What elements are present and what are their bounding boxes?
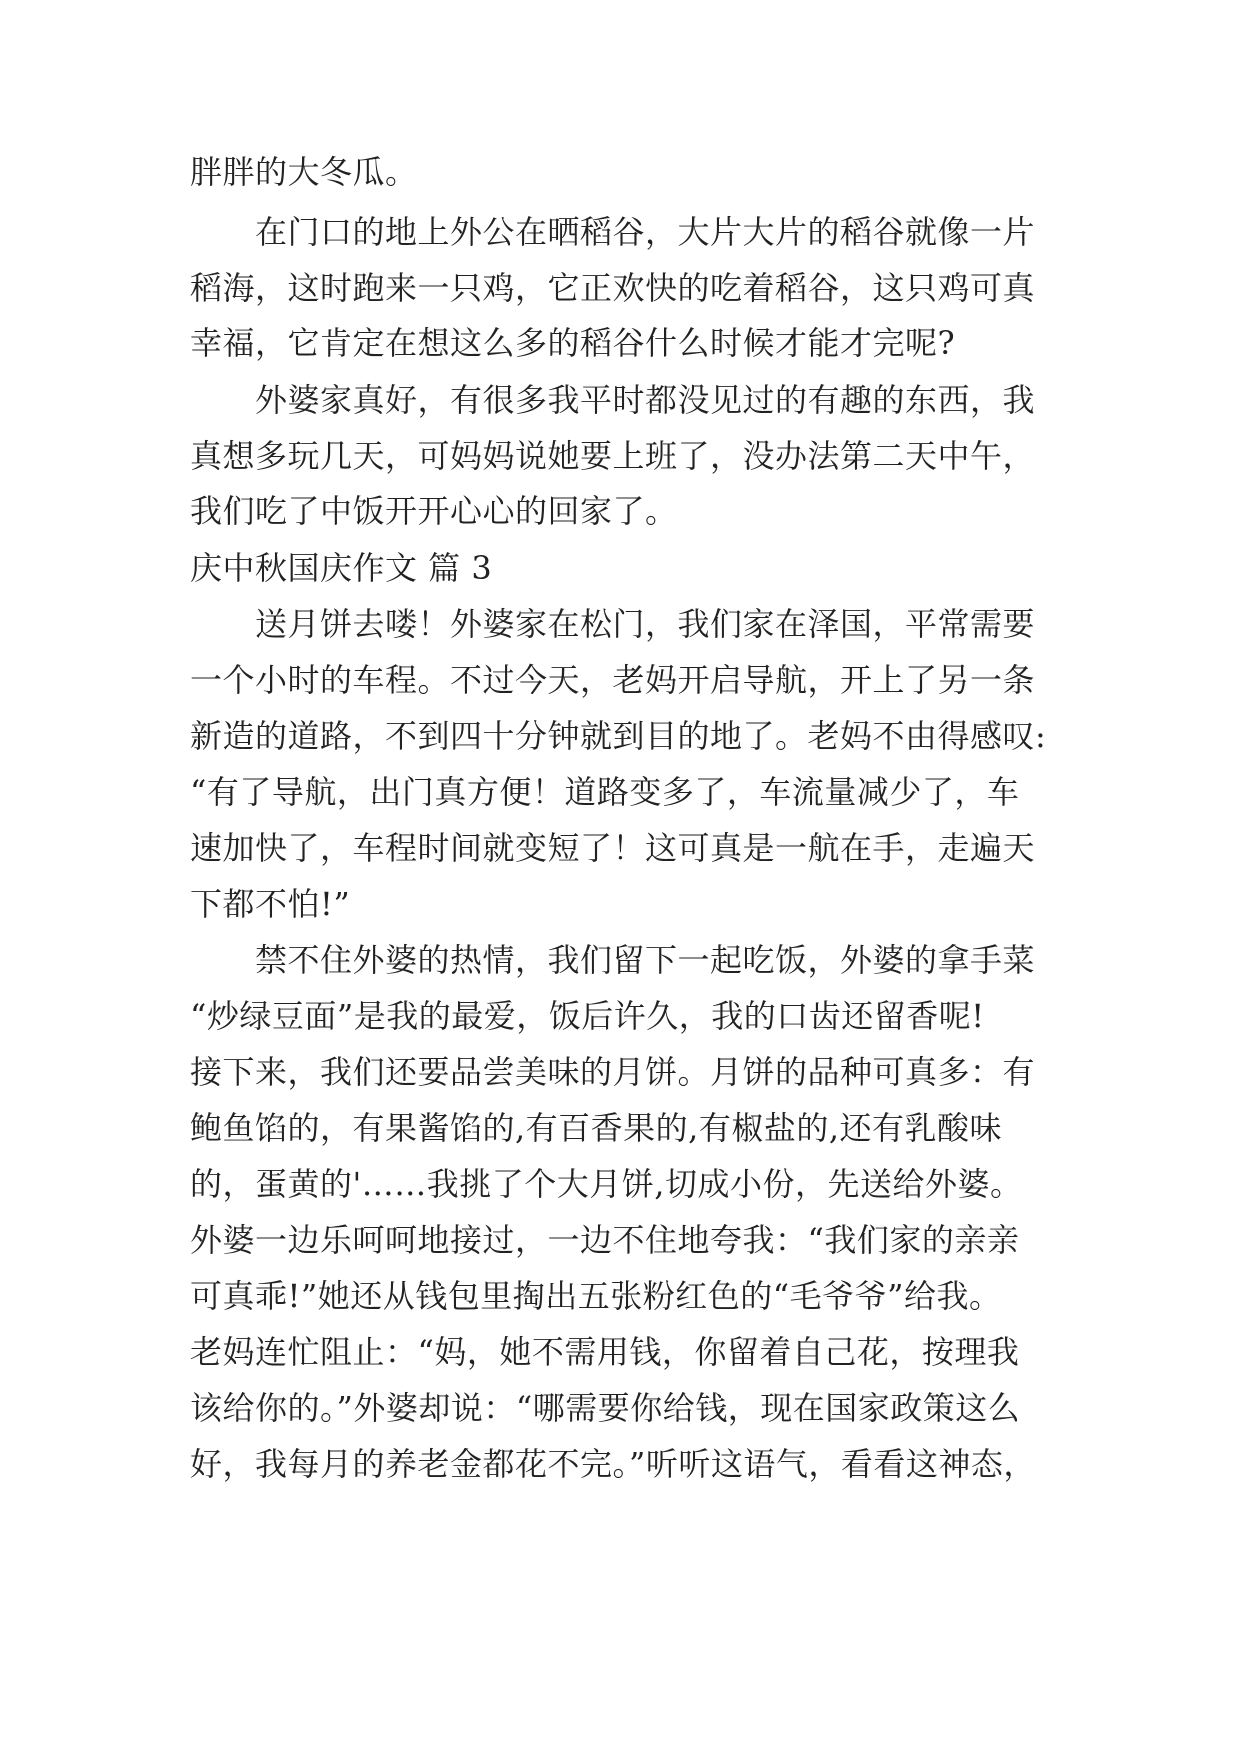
text-line: “炒绿豆面”是我的最爱，饭后许久，我的口齿还留香呢! — [190, 997, 985, 1035]
text-line: 好，我每月的养老金都花不完。”听听这语气，看看这神态， — [190, 1445, 1036, 1483]
paragraph-start: 在门口的地上外公在晒稻谷，大片大片的稻谷就像一片 — [255, 213, 1036, 251]
text-line: 老妈连忙阻止：“妈，她不需用钱，你留着自己花，按理我 — [190, 1333, 1020, 1371]
text-line: 速加快了，车程时间就变短了！这可真是一航在手，走遍天 — [190, 829, 1036, 867]
text-line: 幸福，它肯定在想这么多的稻谷什么时候才能才完呢? — [190, 324, 956, 362]
text-line: 胖胖的大冬瓜。 — [190, 153, 418, 191]
text-line: 外婆一边乐呵呵地接过，一边不住地夸我：“我们家的亲亲 — [190, 1221, 1020, 1259]
paragraph-start: 外婆家真好，有很多我平时都没见过的有趣的东西，我 — [255, 381, 1036, 419]
text-line: 稻海，这时跑来一只鸡，它正欢快的吃着稻谷，这只鸡可真 — [190, 269, 1036, 307]
text-line: 真想多玩几天，可妈妈说她要上班了，没办法第二天中午， — [190, 437, 1036, 475]
text-line: 一个小时的车程。不过今天，老妈开启导航，开上了另一条 — [190, 661, 1036, 699]
text-line: 的，蛋黄的'……我挑了个大月饼,切成小份，先送给外婆。 — [190, 1165, 1023, 1203]
text-line: 新造的道路，不到四十分钟就到目的地了。老妈不由得感叹: — [190, 717, 1047, 755]
text-line: 下都不怕!” — [190, 885, 351, 923]
text-line: 鲍鱼馅的，有果酱馅的,有百香果的,有椒盐的,还有乳酸味 — [190, 1109, 1003, 1147]
text-line: 接下来，我们还要品尝美味的月饼。月饼的品种可真多：有 — [190, 1053, 1036, 1091]
paragraph-start: 送月饼去喽！外婆家在松门，我们家在泽国，平常需要 — [255, 605, 1036, 643]
text-line: 我们吃了中饭开开心心的回家了。 — [190, 492, 678, 530]
section-heading: 庆中秋国庆作文 篇 3 — [190, 549, 493, 587]
text-line: 该给你的。”外婆却说：“哪需要你给钱，现在国家政策这么 — [190, 1389, 1021, 1427]
paragraph-start: 禁不住外婆的热情，我们留下一起吃饭，外婆的拿手菜 — [255, 941, 1036, 979]
text-line: “有了导航，出门真方便！道路变多了，车流量减少了，车 — [190, 773, 1020, 811]
text-line: 可真乖!”她还从钱包里掏出五张粉红色的“毛爷爷”给我。 — [190, 1277, 1002, 1315]
